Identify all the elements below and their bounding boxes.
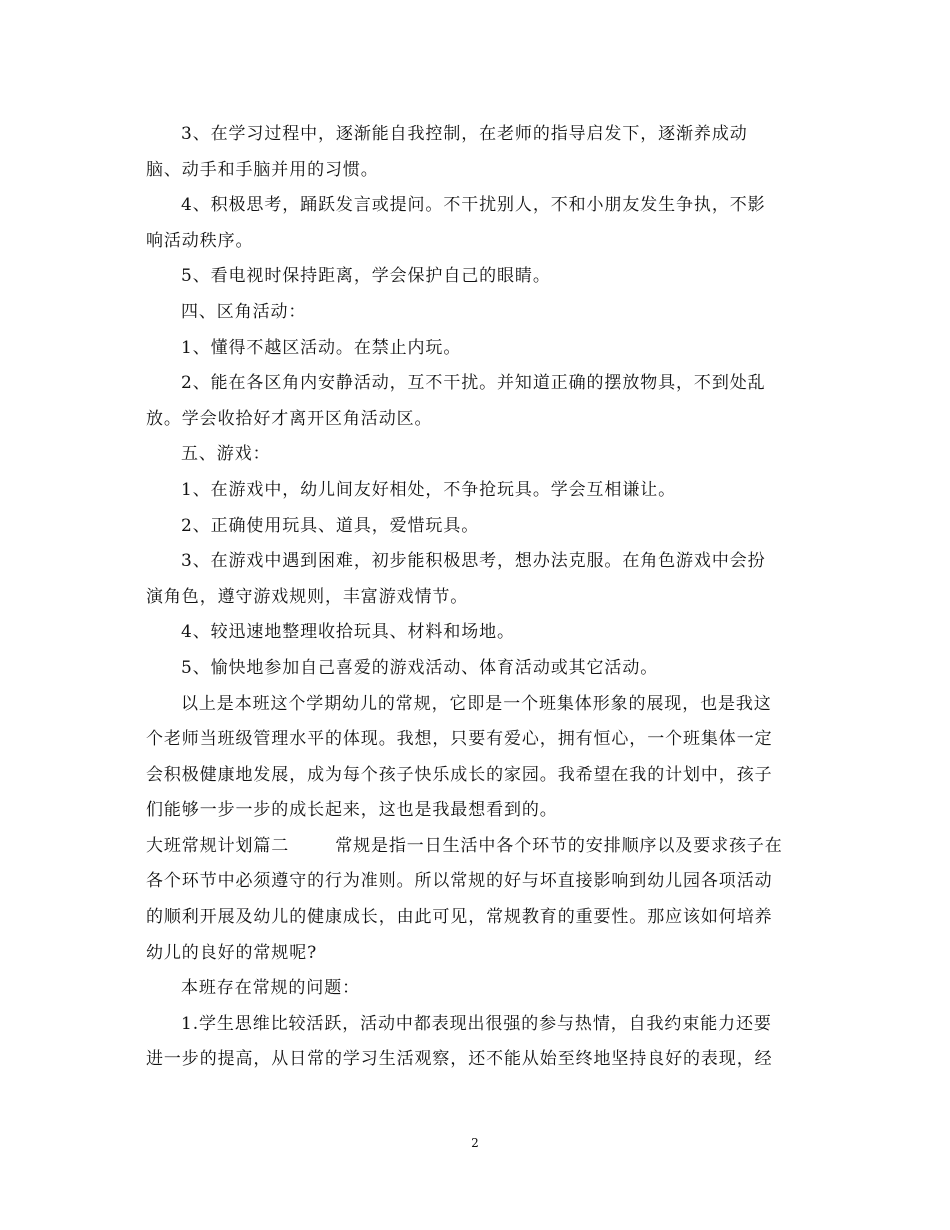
paragraph-line: 脑、动手和手脑并用的习惯。	[146, 159, 379, 180]
section-heading: 本班存在常规的问题：	[181, 978, 360, 999]
paragraph-line: 以上是本班这个学期幼儿的常规，它即是一个班集体形象的展现，也是我这	[181, 693, 772, 714]
paragraph-line: 1、在游戏中，幼儿间友好相处，不争抢玩具。学会互相谦让。	[181, 479, 677, 500]
paragraph-line: 响活动秩序。	[146, 230, 254, 251]
paragraph-line: 5、看电视时保持距离，学会保护自己的眼睛。	[181, 266, 551, 287]
paragraph-line: 4、积极思考，踊跃发言或提问。不干扰别人，不和小朋友发生争执，不影	[181, 195, 766, 216]
paragraph-line: 1.学生思维比较活跃，活动中都表现出很强的参与热情，自我约束能力还要	[181, 1013, 772, 1034]
section-title: 大班常规计划篇二	[146, 835, 290, 856]
section-heading: 五、游戏：	[181, 444, 271, 465]
paragraph-line: 2、正确使用玩具、道具，爱惜玩具。	[181, 515, 480, 536]
paragraph-line: 1、懂得不越区活动。在禁止内玩。	[181, 337, 462, 358]
paragraph-line: 3、在游戏中遇到困难，初步能积极思考，想办法克服。在角色游戏中会扮	[181, 551, 766, 572]
paragraph-line: 5、愉快地参加自己喜爱的游戏活动、体育活动或其它活动。	[181, 657, 659, 678]
section-heading: 四、区角活动：	[181, 301, 307, 322]
paragraph-line: 个老师当班级管理水平的体现。我想，只要有爱心，拥有恒心，一个班集体一定	[146, 729, 773, 750]
paragraph-text: 常规是指一日生活中各个环节的安排顺序以及要求孩子在	[335, 835, 783, 856]
heading-line	[146, 829, 802, 865]
paragraph-line: 放。学会收拾好才离开区角活动区。	[146, 408, 433, 429]
page-number: 2	[471, 1136, 479, 1150]
paragraph-line: 幼儿的良好的常规呢?	[146, 942, 318, 963]
paragraph-line: 会积极健康地发展，成为每个孩子快乐成长的家园。我希望在我的计划中，孩子	[146, 764, 773, 785]
document-body	[146, 117, 802, 1078]
paragraph-line: 2、能在各区角内安静活动，互不干扰。并知道正确的摆放物具，不到处乱	[181, 373, 766, 394]
paragraph-line: 3、在学习过程中，逐渐能自我控制，在老师的指导启发下，逐渐养成动	[181, 124, 748, 144]
paragraph-line: 的顺利开展及幼儿的健康成长，由此可见，常规教育的重要性。那应该如何培养	[146, 907, 773, 928]
paragraph-line: 进一步的提高，从日常的学习生活观察，还不能从始至终地坚持良好的表现，经	[146, 1049, 773, 1070]
paragraph-line: 4、较迅速地整理收拾玩具、材料和场地。	[181, 622, 515, 643]
paragraph-line: 各个环节中必须遵守的行为准则。所以常规的好与坏直接影响到幼儿园各项活动	[146, 871, 773, 892]
paragraph-line: 们能够一步一步的成长起来，这也是我最想看到的。	[146, 800, 558, 821]
paragraph-line: 演角色，遵守游戏规则，丰富游戏情节。	[146, 586, 469, 607]
